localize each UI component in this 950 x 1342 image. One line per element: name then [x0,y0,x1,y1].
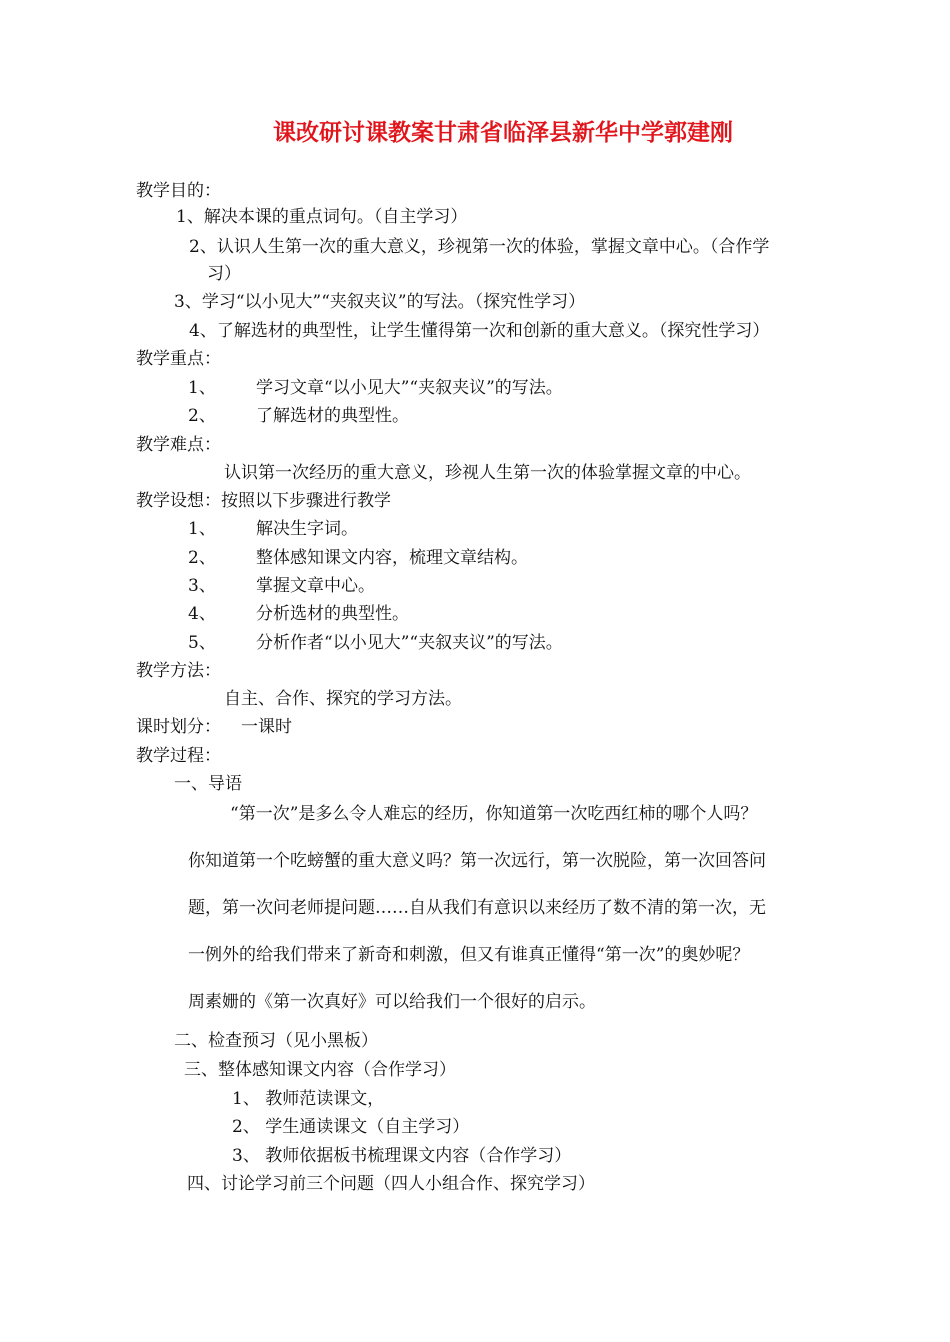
item-text: 解决生字词。 [256,519,358,539]
item-number: 1、 [188,519,216,539]
design-item [188,518,358,540]
difficulties-text: 认识第一次经历的重大意义，珍视人生第一次的体验掌握文章的中心。 [224,463,751,483]
step-3-heading: 三、整体感知课文内容（合作学习） [184,1060,456,1080]
step-4-heading: 四、讨论学习前三个问题（四人小组合作、探究学习） [187,1174,595,1194]
design-item [188,547,528,569]
objective-item: 1、解决本课的重点词句。（自主学习） [176,207,468,227]
item-number: 2、 [188,548,216,568]
process-heading: 教学过程： [136,746,221,766]
document-title: 课改研讨课教案甘肃省临泽县新华中学郭建刚 [273,120,733,146]
item-text: 分析选材的典型性。 [256,604,409,624]
intro-paragraph-line: 你知道第一个吃螃蟹的重大意义吗？第一次远行，第一次脱险，第一次回答问 [188,851,766,871]
item-text: 了解选材的典型性。 [256,406,409,426]
schedule-value: 一课时 [241,717,292,737]
design-item [188,603,409,625]
key-point-item [188,377,563,399]
step-2-heading: 二、检查预习（见小黑板） [174,1031,378,1051]
objective-item: 3、学习“以小见大”“夹叙夹议”的写法。（探究性学习） [174,292,586,312]
intro-paragraph-line: 一例外的给我们带来了新奇和刺激，但又有谁真正懂得“第一次”的奥妙呢？ [188,945,750,965]
method-heading: 教学方法： [136,661,221,681]
step-3-item: 3、 教师依据板书梳理课文内容（合作学习） [232,1146,572,1166]
intro-paragraph-line: 题，第一次问老师提问题……自从我们有意识以来经历了数不清的第一次，无 [188,898,766,918]
intro-paragraph-line: “第一次”是多么令人难忘的经历，你知道第一次吃西红柿的哪个人吗？ [230,804,758,824]
difficulties-heading: 教学难点： [136,435,221,455]
item-text: 整体感知课文内容，梳理文章结构。 [256,548,528,568]
design-item [188,632,563,654]
intro-paragraph-line: 周素姗的《第一次真好》可以给我们一个很好的启示。 [188,992,596,1012]
objective-item: 2、认识人生第一次的重大意义，珍视第一次的体验，掌握文章中心。（合作学 [189,237,770,257]
step-3-item: 2、 学生通读课文（自主学习） [232,1117,470,1137]
objectives-heading: 教学目的： [136,181,221,201]
schedule-line [136,716,292,738]
design-heading: 教学设想：按照以下步骤进行教学 [136,491,391,511]
objective-item: 4、了解选材的典型性，让学生懂得第一次和创新的重大意义。（探究性学习） [189,321,770,341]
method-text: 自主、合作、探究的学习方法。 [224,689,462,709]
design-item [188,575,375,597]
item-number: 3、 [188,576,216,596]
item-number: 5、 [188,633,216,653]
item-text: 学习文章“以小见大”“夹叙夹议”的写法。 [256,378,563,398]
item-number: 4、 [188,604,216,624]
item-text: 分析作者“以小见大”“夹叙夹议”的写法。 [256,633,563,653]
schedule-label: 课时划分： [136,717,221,737]
intro-heading: 一、导语 [174,774,242,794]
key-point-item [188,405,409,427]
objective-item-wrap: 习） [207,264,241,284]
item-number: 2、 [188,406,216,426]
item-number: 1、 [188,378,216,398]
step-3-item: 1、 教师范读课文， [232,1089,385,1109]
item-text: 掌握文章中心。 [256,576,375,596]
key-points-heading: 教学重点： [136,349,221,369]
